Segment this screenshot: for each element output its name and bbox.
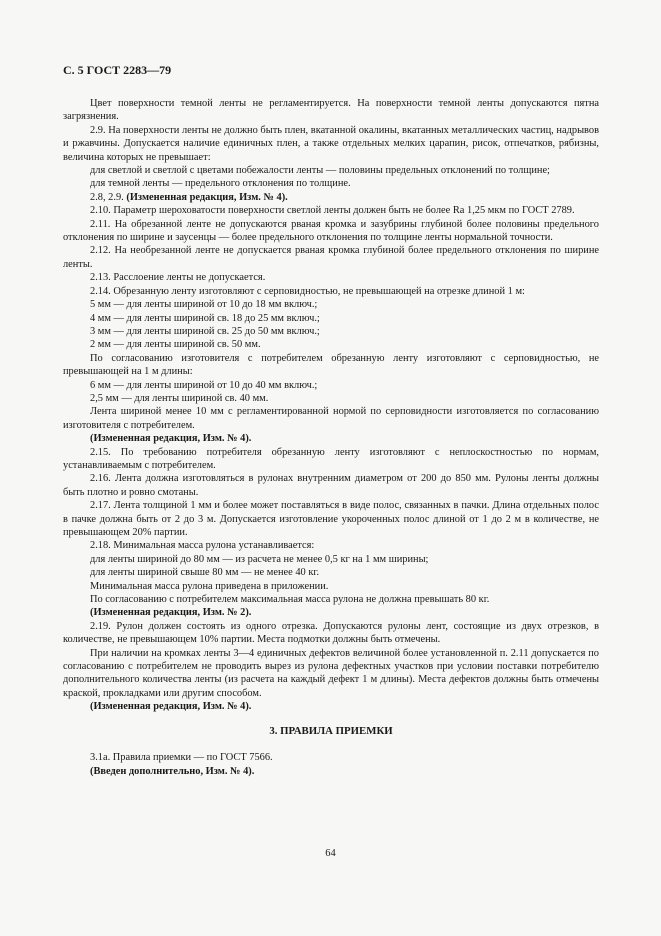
paragraph: 2.10. Параметр шероховатости поверхности светлой ленты должен быть не более Ra 1,25 мкм по ГОСТ 2789.	[90, 205, 575, 217]
paragraph: По согласованию изготовителя с потребителем обрезанную ленту изготовляют с серповидностью, не превышающей на 1 м длины:	[63, 352, 599, 378]
paragraph: 2.16. Лента должна изготовляться в рулонах внутренним диаметром от 200 до 850 мм. Рулоны ленты должны быть плотно и ровно смотаны.	[63, 473, 599, 498]
paragraph: 2.19. Рулон должен состоять из одного отрезка. Допускаются рулоны лент, состоящие из двух отрезков, в количестве, не превышающем 10% партии. Места подмотки должны быть отмечены.	[63, 620, 599, 646]
page-header: С. 5 ГОСТ 2283—79	[63, 63, 172, 77]
paragraph: 4 мм — для ленты шириной св. 18 до 25 мм включ.;	[90, 312, 320, 324]
paragraph: для светлой и светлой с цветами побежалости ленты — половины предельных отклонений по толщине;	[90, 165, 550, 177]
paragraph: 2.13. Расслоение ленты не допускается.	[90, 272, 266, 284]
paragraph: (Измененная редакция, Изм. № 2).	[90, 607, 252, 619]
paragraph: По согласованию с потребителем максимальная масса рулона не должна превышать 80 кг.	[90, 594, 490, 606]
paragraph: 5 мм — для ленты шириной от 10 до 18 мм включ.;	[90, 299, 318, 311]
paragraph-text: 2.8, 2.9.	[90, 191, 127, 203]
paragraph: 2 мм — для ленты шириной св. 50 мм.	[90, 339, 261, 351]
paragraph: Минимальная масса рулона приведена в приложении.	[90, 580, 329, 592]
paragraph: (Введен дополнительно, Изм. № 4).	[90, 765, 255, 777]
paragraph: Цвет поверхности темной ленты не регламентируется. На поверхности темной ленты допускаются пятна загрязнения.	[63, 98, 599, 123]
paragraph: для ленты шириной свыше 80 мм — не менее 40 кг.	[90, 567, 320, 579]
paragraph: 2.11. На обрезанной ленте не допускаются рваная кромка и зазубрины глубиной более половины предельного отклонения по ширине и заусенцы — более предельного отклонения по толщине ленты нормальной точности.	[63, 218, 599, 244]
paragraph: 2.14. Обрезанную ленту изготовляют с серповидностью, не превышающей на отрезке длиной 1 м:	[90, 285, 525, 297]
page-number: 64	[325, 848, 336, 859]
paragraph: 3 мм — для ленты шириной св. 25 до 50 мм включ.;	[90, 325, 320, 337]
amendment-note: (Измененная редакция, Изм. № 4).	[126, 191, 288, 203]
paragraph: 3.1а. Правила приемки — по ГОСТ 7566.	[90, 752, 273, 764]
paragraph	[63, 191, 599, 204]
paragraph: (Измененная редакция, Изм. № 4).	[90, 701, 252, 713]
paragraph: 2,5 мм — для ленты шириной св. 40 мм.	[90, 392, 269, 404]
paragraph: 2.17. Лента толщиной 1 мм и более может поставляться в виде полос, связанных в пачки. Длина отдельных полос в пачке должна быть от 2 до 3 м. Допускается изготовление укороченных полос длиной от 1 до 2 м в количестве, не превышающем 20% партии.	[63, 500, 599, 538]
paragraph: 2.18. Минимальная масса рулона устанавливается:	[90, 540, 315, 552]
paragraph: Лента шириной менее 10 мм с регламентированной нормой по серповидности изготовляется по согласованию изготовителя с потребителем.	[63, 406, 599, 431]
section-paragraph-list	[63, 751, 599, 778]
paragraph: При наличии на кромках ленты 3—4 единичных дефектов величиной более установленной п. 2.11 допускается по согласованию с потребителем не проводить вырез из рулона дефектных участков при условии поставки потребителю дополнительного количества ленты (из расчета на каждый дефект 1 м длины). Места дефектов должны быть отмечены краской, прокладками или другим способом.	[63, 647, 599, 699]
paragraph-list	[63, 97, 599, 714]
paragraph: 2.12. На необрезанной ленте не допускается рваная кромка глубиной более предельного отклонения по ширине ленты.	[63, 245, 599, 270]
paragraph: для ленты шириной до 80 мм — из расчета не менее 0,5 кг на 1 мм ширины;	[90, 553, 429, 565]
section-heading: 3. ПРАВИЛА ПРИЕМКИ	[269, 724, 393, 737]
paragraph: 2.9. На поверхности ленты не должно быть плен, вкатанной окалины, вкатанных металлических частиц, надрывов и ржавчины. Допускается наличие единичных плен, а также отдельных мелких царапин, рисок, отпечатков, рябизны, величина которых не превышает:	[63, 124, 599, 163]
document-body	[63, 97, 599, 778]
paragraph: (Измененная редакция, Изм. № 4).	[90, 433, 252, 445]
paragraph: 2.15. По требованию потребителя обрезанную ленту изготовляют с неплоскостностью по нормам, устанавливаемым с потребителем.	[63, 446, 599, 471]
paragraph: для темной ленты — предельного отклонения по толщине.	[90, 178, 351, 190]
paragraph: 6 мм — для ленты шириной от 10 до 40 мм включ.;	[90, 379, 318, 391]
